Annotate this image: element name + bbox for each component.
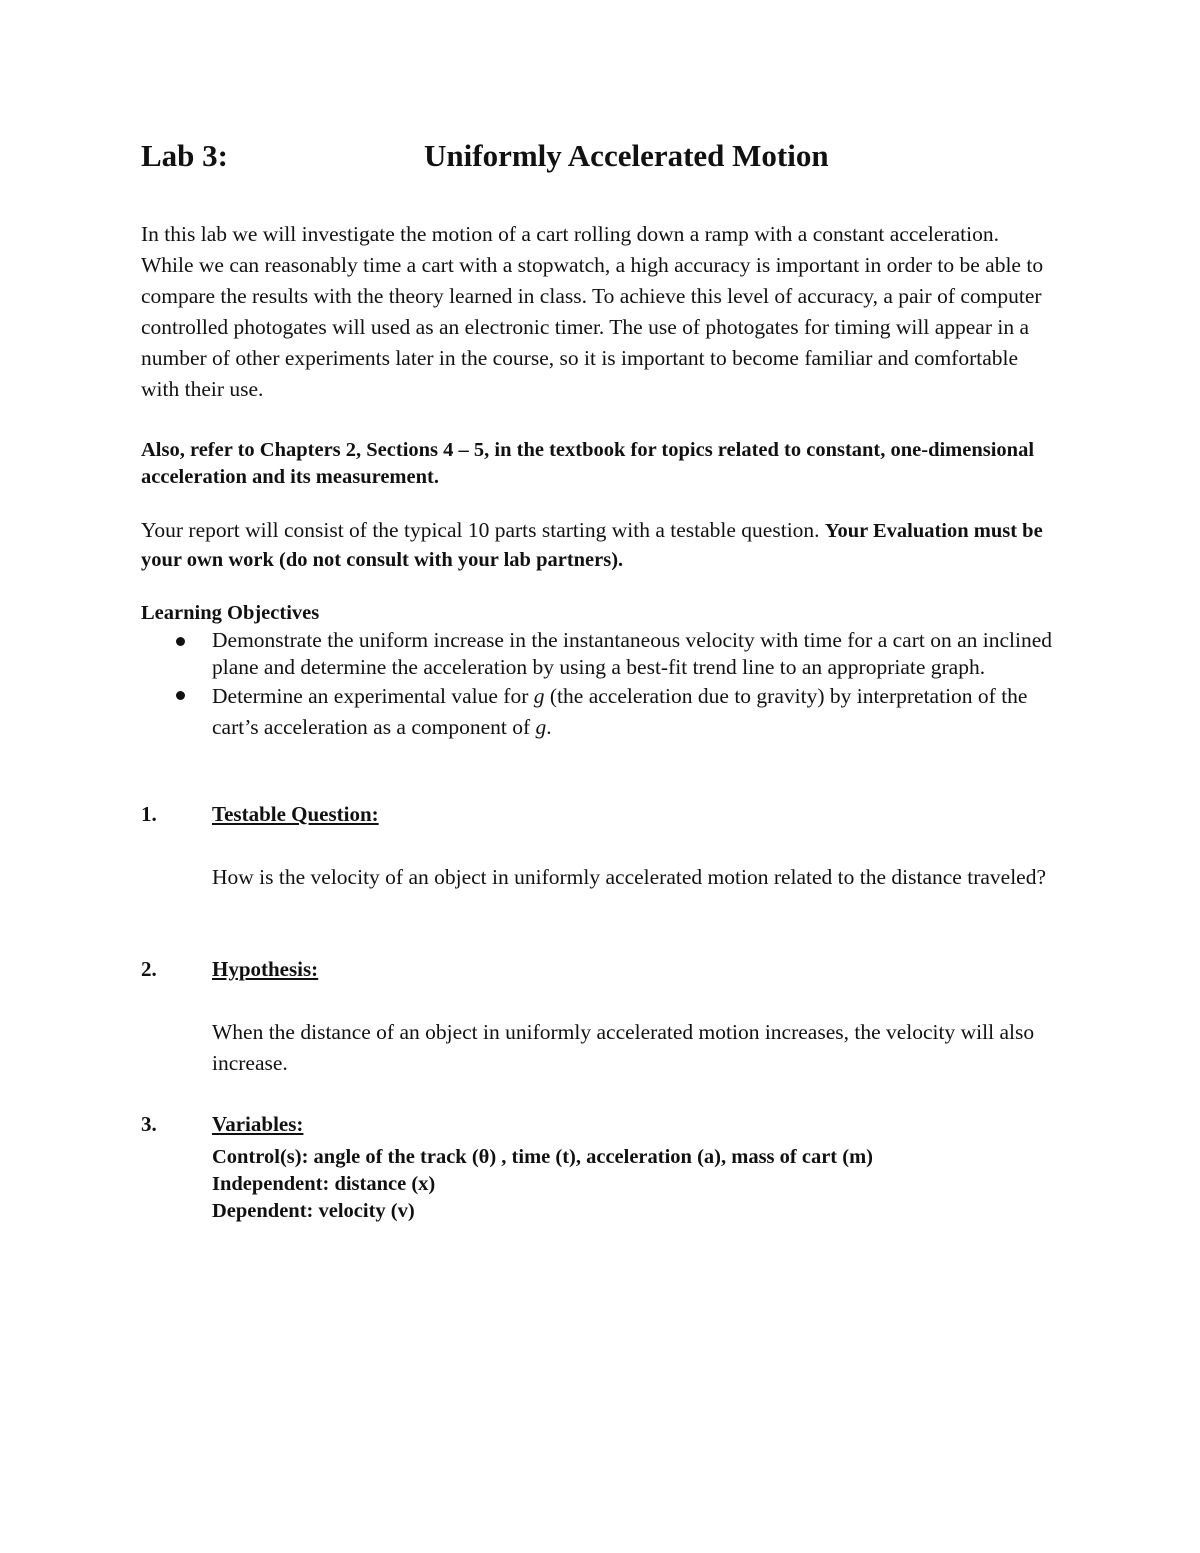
learning-objectives-list: [141, 627, 1056, 743]
title-main: Uniformly Accelerated Motion: [424, 138, 829, 173]
section-number: 1.: [141, 802, 157, 826]
list-item: [141, 627, 1056, 681]
intro-paragraph: In this lab we will investigate the motion of a cart rolling down a ramp with a constant acceleration. While we can reasonably time a cart with a stopwatch, a high accuracy is important in order to be able to compare the results with the theory learned in class. To achieve this level of accuracy, a pair of computer controlled photogates will used as an electronic timer. The use of photogates for timing will appear in a number of other experiments later in the course, so it is important to become familiar and comfortable with their use.: [141, 222, 1044, 401]
bullet-icon: [176, 637, 185, 646]
objective-text-middle: (the acceleration due to gravity) by interpretation of the cart’s acceleration as a component of: [212, 684, 1028, 739]
variables-dependent: Dependent: velocity (v): [212, 1200, 415, 1222]
testable-question-text: How is the velocity of an object in uniformly accelerated motion related to the distance traveled?: [212, 865, 1047, 889]
objective-variable-g: g: [533, 684, 545, 708]
report-plain-text: Your report will consist of the typical 10 parts starting with a testable question.: [141, 518, 825, 542]
learning-objectives-heading: Learning Objectives: [141, 602, 320, 624]
objective-variable-g: g: [535, 715, 547, 739]
report-paragraph: [141, 516, 1056, 574]
page-title: [141, 138, 1061, 186]
variables-independent: Independent: distance (x): [212, 1173, 436, 1195]
variables-controls: Control(s): angle of the track (θ) , time (t), acceleration (a), mass of cart (m): [212, 1146, 873, 1168]
section-number: 2.: [141, 957, 157, 981]
textbook-reference-paragraph: Also, refer to Chapters 2, Sections 4 – 5, in the textbook for topics related to constant, one-dimensional acceleration and its measurement.: [141, 439, 1035, 488]
variables-list: [212, 1144, 1056, 1225]
section-label: Testable Question:: [212, 802, 379, 826]
section-label: Hypothesis:: [212, 957, 319, 981]
list-item: [141, 681, 1056, 743]
bullet-icon: [176, 691, 185, 700]
section-label: Variables:: [212, 1112, 304, 1136]
objective-text-before: Determine an experimental value for: [212, 684, 534, 708]
objective-text: Demonstrate the uniform increase in the instantaneous velocity with time for a cart on an inclined plane and determine the acceleration by using a best-fit trend line to an appropriate graph.: [212, 628, 1053, 679]
objective-text-after: .: [546, 715, 552, 739]
title-lab-number: Lab 3:: [141, 138, 228, 173]
hypothesis-text: When the distance of an object in uniformly accelerated motion increases, the velocity will also increase.: [212, 1020, 1035, 1075]
report-bold-text: Your Evaluation must be your own work (do not consult with your lab partners).: [141, 520, 1043, 571]
section-number: 3.: [141, 1112, 157, 1136]
